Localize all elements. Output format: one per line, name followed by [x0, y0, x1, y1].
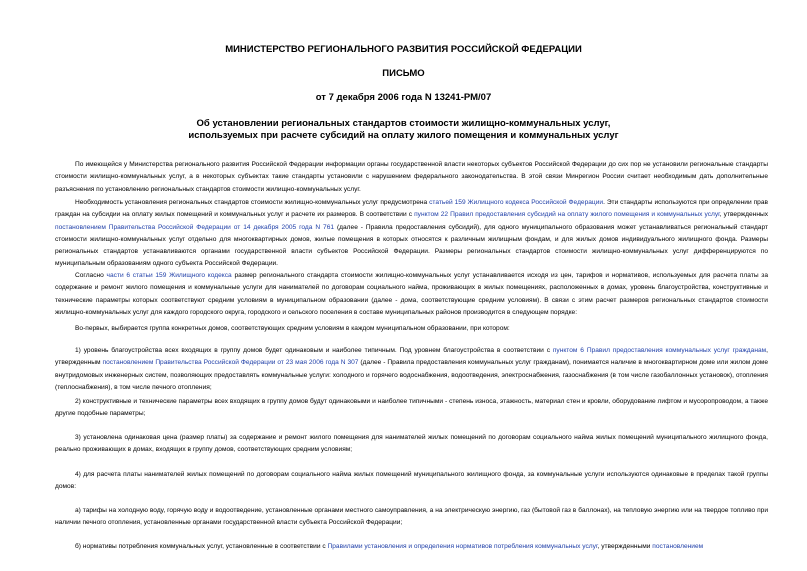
- paragraph-intro: По имеющейся у Министерства регионального развития Российской Федерации информации органы государственной власти некоторых субъектов Российской Федерации до сих пор не установили региональные стандарты стоимости жилищно-коммунальных услуг, а в некоторых субъектах такие стандарты установили с нарушением федерального законодательства. В этой связи Минрегион России считает необходимым дать дополнительные разъяснения по установлению региональных стандартов стоимости жилищно-коммунальных услуг.: [55, 161, 768, 193]
- paragraph-firstly: Во-первых, выбирается группа конкретных домов, соответствующих средним условиям в каждом муниципальном образовании, при котором:: [75, 325, 510, 332]
- ministry-header: МИНИСТЕРСТВО РЕГИОНАЛЬНОГО РАЗВИТИЯ РОССИЙСКОЙ ФЕДЕРАЦИИ: [225, 44, 582, 55]
- link-utility-rules-6[interactable]: пунктом 6 Правил предоставления коммунальных услуг гражданам: [552, 347, 767, 354]
- link-resolution-307[interactable]: постановлением Правительства Российской Федерации от 23 мая 2006 года N 307: [102, 359, 359, 367]
- document-title-line-2: используемых при расчете субсидий на оплату жилого помещения и коммунальных услуг: [188, 130, 619, 141]
- paragraph-item-4b: б) нормативы потребления коммунальных услуг, установленные в соответствии с Правилами установления и определения нормативов потребления коммунальных услуг, утвержденными постановлением: [75, 543, 704, 550]
- paragraph-item-4: 4) для расчета платы нанимателей жилых помещений по договорам социального найма жилых помещений муниципального жилищного фонда, за коммунальные услуги используются одинаковые в пределах такой группы домов:: [55, 471, 768, 491]
- link-article-159-part-6[interactable]: части 6 статьи 159 Жилищного кодекса: [106, 272, 232, 279]
- link-consumption-norm-rules[interactable]: Правилами установления и определения нормативов потребления коммунальных услуг: [327, 543, 598, 550]
- document-date-number: от 7 декабря 2006 года N 13241-РМ/07: [315, 92, 492, 103]
- link-resolution[interactable]: постановлением: [652, 543, 704, 550]
- paragraph-item-3: 3) установлена одинаковая цена (размер платы) за содержание и ремонт жилого помещения для нанимателей жилых помещений по договорам социального найма жилых помещений муниципального жилищного фонда, реально проживающих в домах, входящих в группу домов, соответствующих средним условиям;: [55, 434, 768, 454]
- paragraph-item-1: 1) уровень благоустройства всех входящих в группу домов будет одинаковым и наиболее типичным. Под уровнем благоустройства в соответствии с пунктом 6 Правил предоставления коммунальных услуг гражданам, утвержденным постановлением Правительства Российской Федерации от 23 мая 2006 года N 307 (далее - Правила предоставления коммунальных услуг гражданам), понимается наличие в многоквартирном доме или жилом доме внутридомовых инженерных систем, позволяющих предоставлять коммунальные услуги: холодного и горячего водоснабжения, водоотведения, электроснабжения, газоснабжения (в том числе газобаллонных установок), отопления (теплоснабжения), в том числе печного отопления;: [55, 347, 768, 391]
- link-article-159[interactable]: статьей 159 Жилищного кодекса Российской Федерации: [429, 199, 604, 206]
- paragraph-item-4a: а) тарифы на холодную воду, горячую воду и водоотведение, установленные органами местного самоуправления, а на электрическую энергию, газ (бытовой газ в баллонах), на тепловую энергию или на твердое топливо при наличии печного отопления, установленные органами государственной власти субъекта Российской Федерации;: [55, 507, 768, 527]
- paragraph-necessity: Необходимость установления региональных стандартов стоимости жилищно-коммунальных услуг предусмотрена статьей 159 Жилищного кодекса Российской Федерации. Эти стандарты используются при определении прав граждан на субсидии на оплату жилых помещений и коммунальных услуг и расчете их размеров. В соответствии с пунктом 22 Правил предоставления субсидий на оплату жилого помещения и коммунальных услуг, утвержденных постановлением Правительства Российской Федерации от 14 декабря 2005 года N 761 (далее - Правила предоставления субсидий), для одного муниципального образования может устанавливаться региональный стандарт стоимости жилищно-коммунальных услуг отдельно для многоквартирных домов, жилые помещения в которых относятся к различным жилищным фондам, и для жилых домов индивидуального жилищного фонда. Размеры региональных стандартов устанавливаются органами государственной власти субъектов Российской Федерации. Размеры региональных стандартов стоимости жилищно-коммунальных услуг дифференцируются по муниципальным образованиям одного субъекта Российской Федерации.: [55, 199, 769, 268]
- paragraph-item-2: 2) конструктивные и технические параметры всех входящих в группу домов будут одинаковыми и наиболее типичными - степень износа, этажность, материал стен и кровли, оборудование лифтом и мусоропроводом, а также другие подобные параметры;: [55, 398, 768, 418]
- link-resolution-761[interactable]: постановлением Правительства Российской Федерации от 14 декабря 2005 года N 761: [55, 223, 335, 231]
- link-subsidy-rules-22[interactable]: пунктом 22 Правил предоставления субсидий на оплату жилого помещения и коммунальных услуг: [414, 211, 720, 219]
- document-type: ПИСЬМО: [382, 68, 425, 79]
- paragraph-calculation-order: Согласно части 6 статьи 159 Жилищного кодекса размер регионального стандарта стоимости жилищно-коммунальных услуг устанавливается исходя из цен, тарифов и нормативов, используемых для расчета платы за содержание и ремонт жилого помещения и коммунальные услуги для нанимателей по договорам социального найма, проживающих в жилых помещениях, расположенных в домах, уровень благоустройства, конструктивные и технические параметры которых соответствуют средним условиям в муниципальном образовании (далее - дома, соответствующие средним условиям). В связи с этим расчет размеров региональных стандартов стоимости жилищно-коммунальных услуг для каждого городского округа, городского и сельского поселения в составе муниципальных районов производится в следующем порядке:: [55, 272, 768, 316]
- document-title-line-1: Об установлении региональных стандартов стоимости жилищно-коммунальных услуг,: [196, 118, 611, 129]
